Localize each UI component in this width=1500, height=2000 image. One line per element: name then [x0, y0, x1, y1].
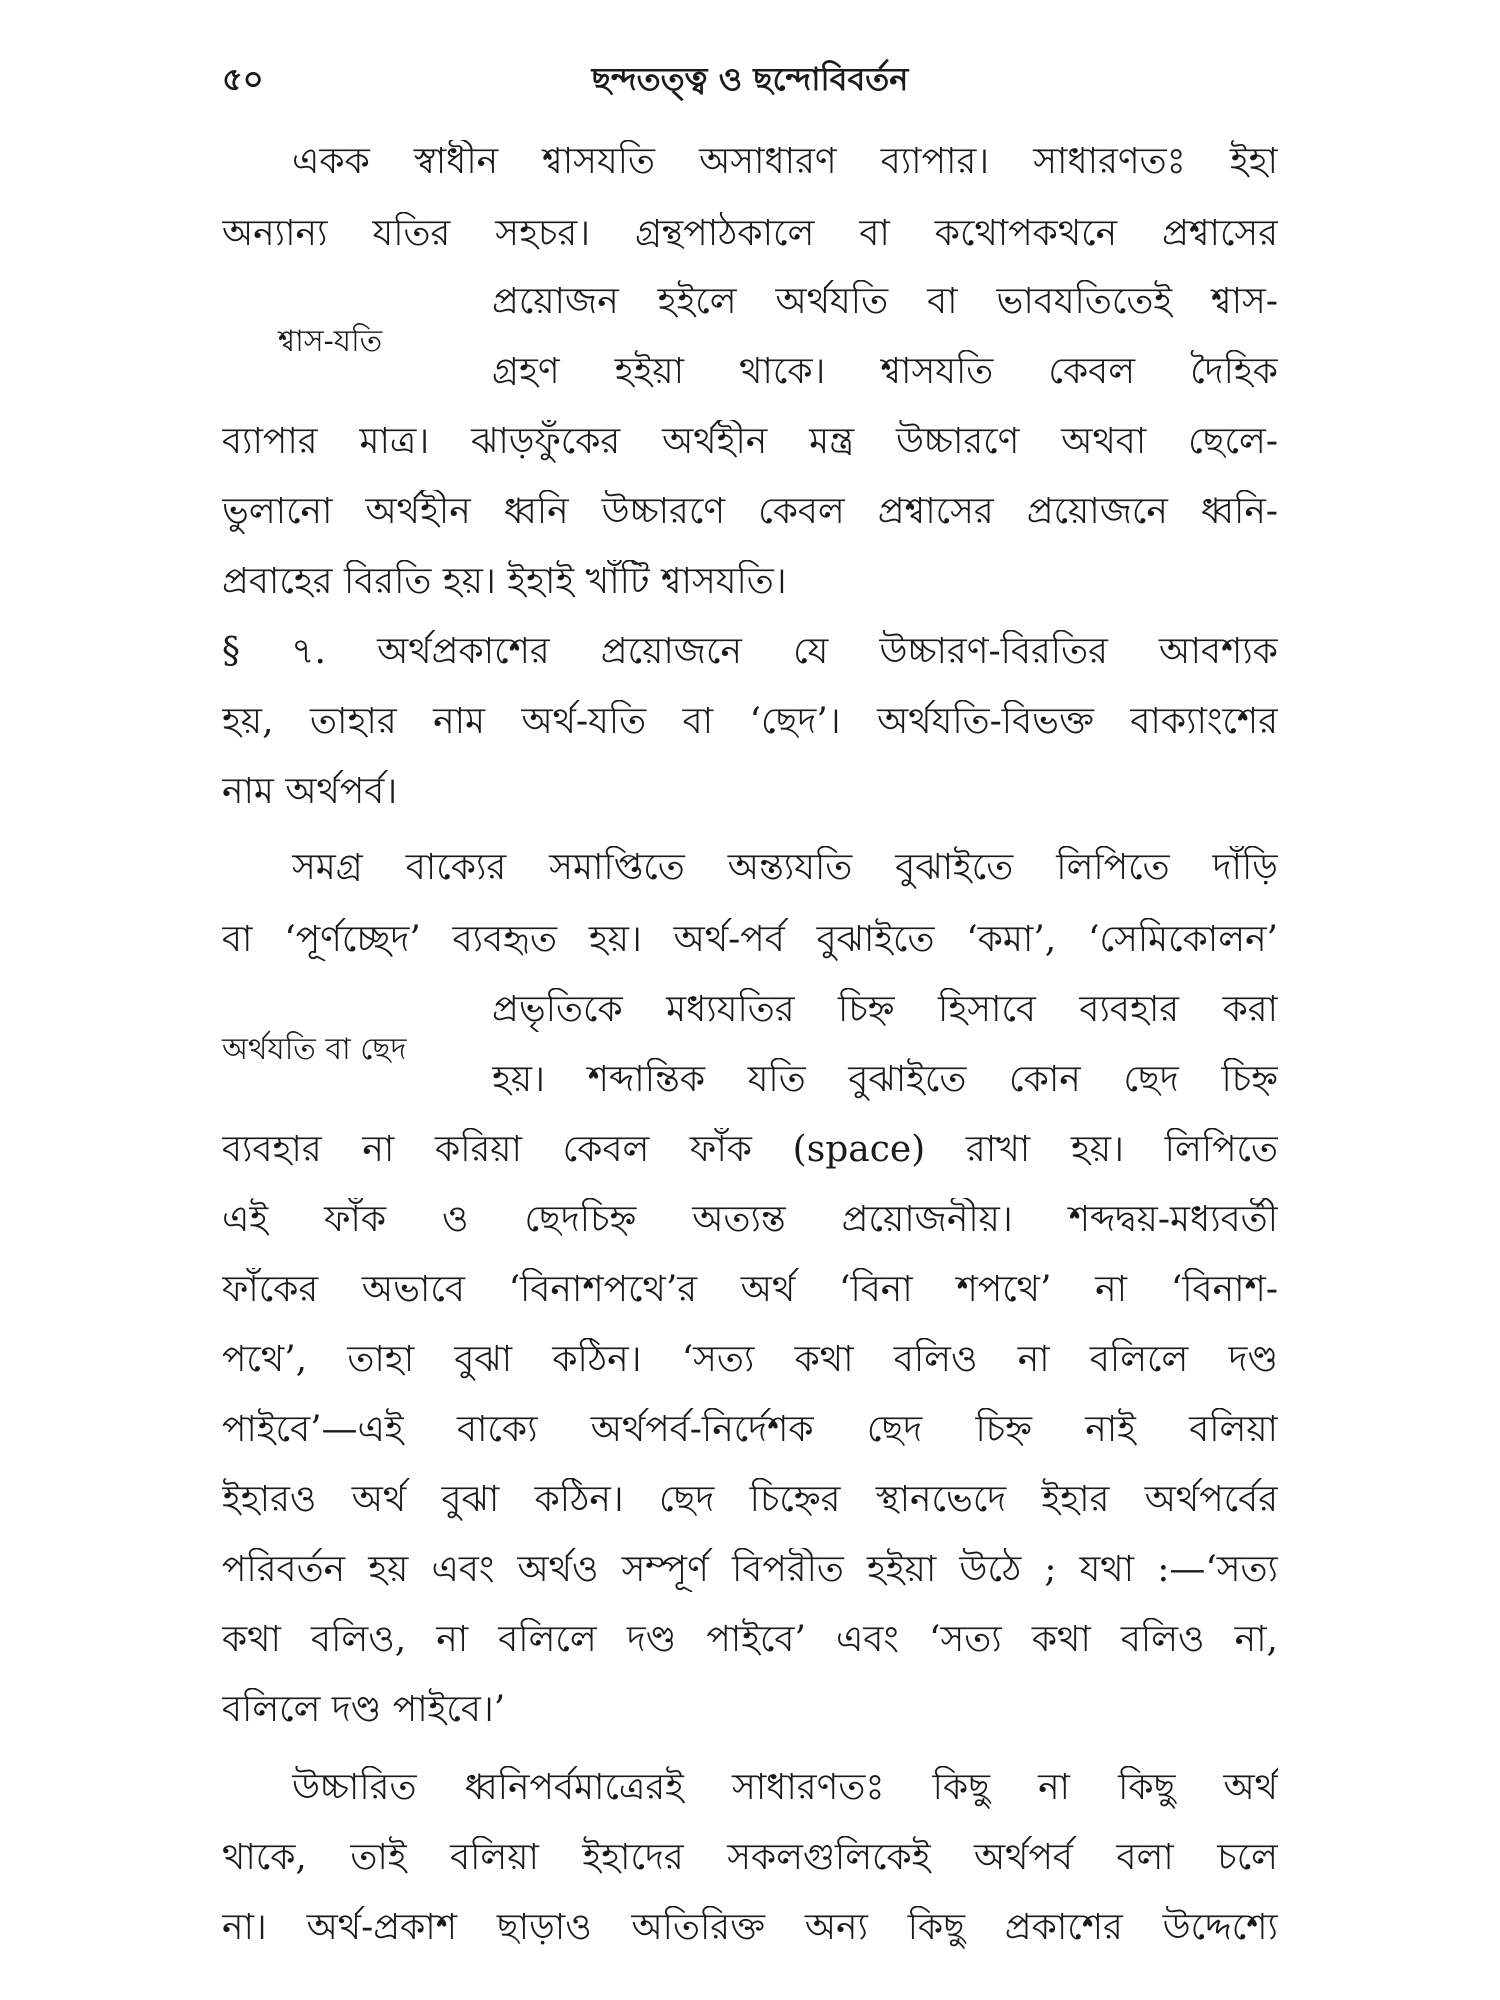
- text-line: বলিলে দণ্ড পাইবে।’: [222, 1689, 506, 1730]
- text-line: না। অর্থ-প্রকাশ ছাড়াও অতিরিক্ত অন্য কিছু প্রকাশের উদ্দেশ্যে: [222, 1907, 1278, 1948]
- text-line: প্রবাহের বিরতি হয়। ইহাই খাঁটি শ্বাসযতি।: [222, 561, 787, 602]
- text-line: নাম অর্থপর্ব।: [222, 771, 398, 812]
- text-line: হয়, তাহার নাম অর্থ-যতি বা ‘ছেদ’। অর্থযতি-বিভক্ত বাক্যাংশের: [222, 701, 1278, 742]
- text-line: ইহারও অর্থ বুঝা কঠিন। ছেদ চিহ্নের স্থানভেদে ইহার অর্থপর্বের: [222, 1479, 1278, 1520]
- text-line: পরিবর্তন হয় এবং অর্থও সম্পূর্ণ বিপরীত হইয়া উঠে ; যথা :—‘সত্য: [222, 1549, 1278, 1590]
- text-line: সমগ্র বাক্যের সমাপ্তিতে অন্ত্যযতি বুঝাইতে লিপিতে দাঁড়ি: [292, 847, 1278, 888]
- margin-note-shvas-jati: শ্বাস-যতি: [278, 324, 383, 359]
- text-line: উচ্চারিত ধ্বনিপর্বমাত্রেরই সাধারণতঃ কিছু না কিছু অর্থ: [292, 1767, 1278, 1808]
- running-header: [222, 50, 1278, 100]
- text-line: ব্যবহার না করিয়া কেবল ফাঁক (space) রাখা হয়। লিপিতে: [222, 1129, 1278, 1170]
- page-number: ৫০: [222, 60, 264, 98]
- text-line: বা ‘পূর্ণচ্ছেদ’ ব্যবহৃত হয়। অর্থ-পর্ব বুঝাইতে ‘কমা’, ‘সেমিকোলন’: [222, 919, 1278, 960]
- text-line: প্রভৃতিকে মধ্যযতির চিহ্ন হিসাবে ব্যবহার করা: [492, 989, 1278, 1030]
- text-line: গ্রহণ হইয়া থাকে। শ্বাসযতি কেবল দৈহিক: [492, 351, 1278, 392]
- text-line: ব্যাপার মাত্র। ঝাড়ফুঁকের অর্থহীন মন্ত্র উচ্চারণে অথবা ছেলে-: [222, 421, 1278, 462]
- text-line: ফাঁকের অভাবে ‘বিনাশপথে’র অর্থ ‘বিনা শপথে’ না ‘বিনাশ-: [222, 1269, 1278, 1310]
- text-line: থাকে, তাই বলিয়া ইহাদের সকলগুলিকেই অর্থপর্ব বলা চলে: [222, 1837, 1278, 1878]
- text-line: কথা বলিও, না বলিলে দণ্ড পাইবে’ এবং ‘সত্য কথা বলিও না,: [222, 1619, 1278, 1660]
- text-line: একক স্বাধীন শ্বাসযতি অসাধারণ ব্যাপার। সাধারণতঃ ইহা: [292, 141, 1278, 182]
- text-line: ভুলানো অর্থহীন ধ্বনি উচ্চারণে কেবল প্রশ্বাসের প্রয়োজনে ধ্বনি-: [222, 491, 1278, 532]
- text-line: পথে’, তাহা বুঝা কঠিন। ‘সত্য কথা বলিও না বলিলে দণ্ড: [222, 1339, 1278, 1380]
- text-line: হয়। শব্দান্তিক যতি বুঝাইতে কোন ছেদ চিহ্ন: [492, 1059, 1278, 1100]
- text-line: অন্যান্য যতির সহচর। গ্রন্থপাঠকালে বা কথোপকথনে প্রশ্বাসের: [222, 213, 1278, 254]
- running-title: ছন্দতত্ত্ব ও ছন্দোবিবর্তন: [591, 60, 909, 98]
- text-line: প্রয়োজন হইলে অর্থযতি বা ভাবযতিতেই শ্বাস-: [492, 281, 1278, 322]
- section-start-line: § ৭. অর্থপ্রকাশের প্রয়োজনে যে উচ্চারণ-বিরতির আবশ্যক: [222, 631, 1278, 672]
- text-line: পাইবে’—এই বাক্যে অর্থপর্ব-নির্দেশক ছেদ চিহ্ন নাই বলিয়া: [222, 1409, 1278, 1450]
- text-line: এই ফাঁক ও ছেদচিহ্ন অত্যন্ত প্রয়োজনীয়। শব্দদ্বয়-মধ্যবর্তী: [222, 1199, 1278, 1240]
- margin-note-artha-jati: অর্থযতি বা ছেদ: [222, 1032, 407, 1067]
